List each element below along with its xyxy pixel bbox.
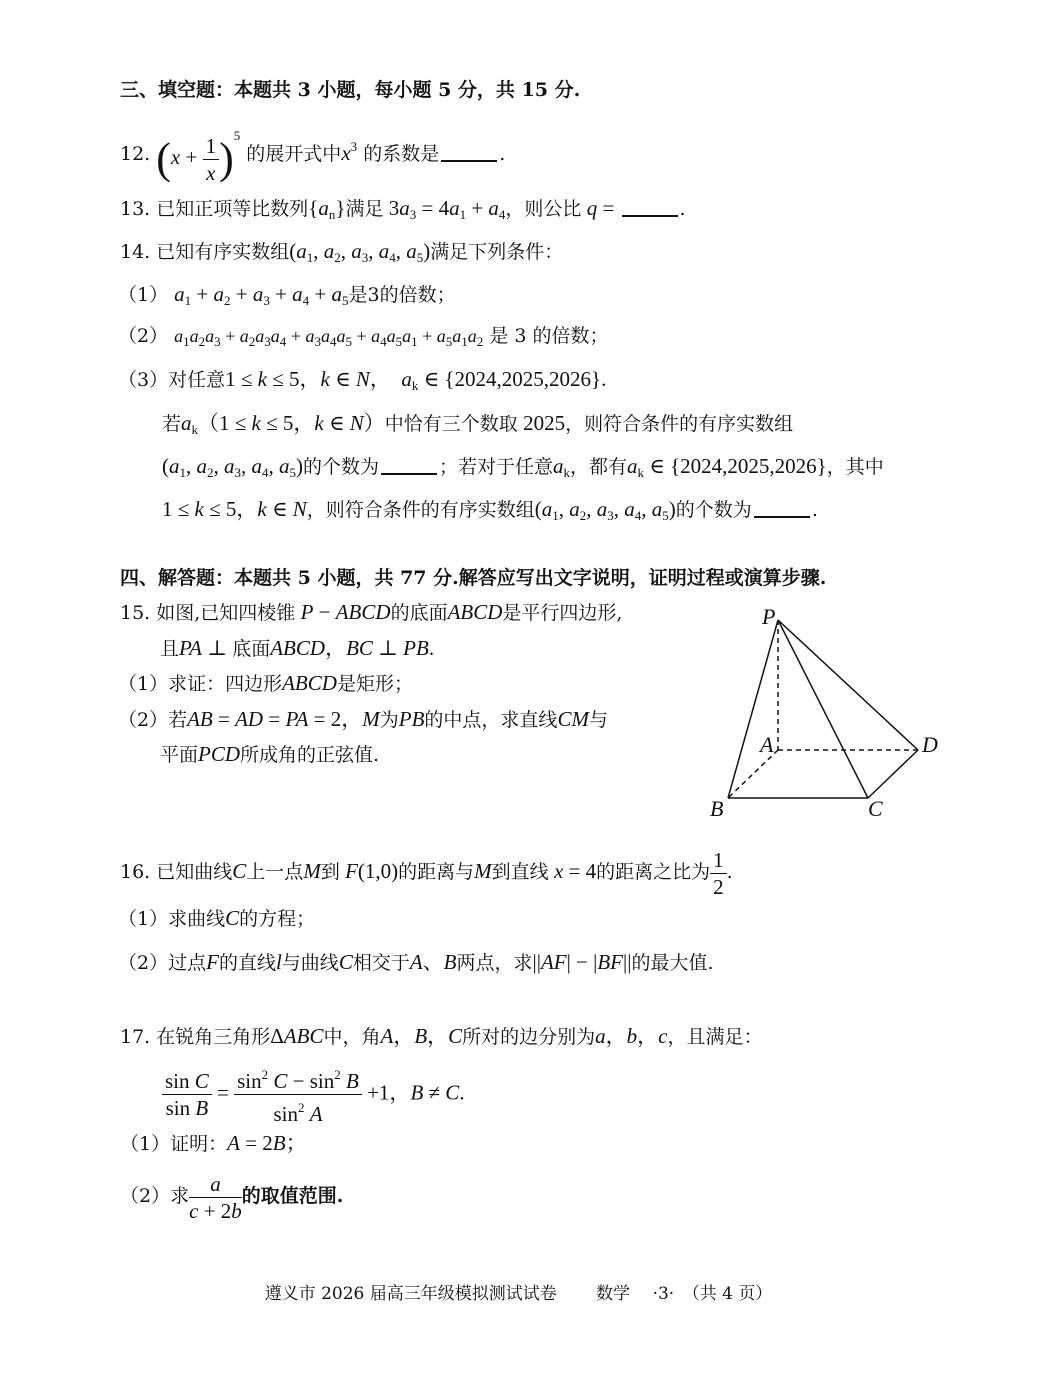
q17-part-1: （1）证明：A = 2B；	[120, 1131, 307, 1155]
q14-paragraph-3: 1 ≤ k ≤ 5，k ∈ N，则符合条件的有序实数组($a_1$, $a_2$, $a_3$, $a_4$, $a_5$)的个数为 .	[162, 497, 818, 523]
q12-answer-blank	[441, 142, 497, 162]
label-B: B	[710, 796, 724, 821]
q17-equation: $\frac{\text{sin C}}{\text{sin B}}$ = $\frac{\sin^2 C - \sin^2 B}{\sin^2 A}$ +1，B ≠ C.	[162, 1062, 465, 1122]
q14-condition-1: （1） $a_1 + a_2 + a_3 + a_4 + a_5$是3的倍数；	[118, 282, 456, 308]
q12-text-b: 的系数是	[363, 142, 440, 165]
q15-part-1: （1）求证：四边形ABCD是矩形；	[118, 671, 413, 695]
q12-binomial: (x + $\frac{1}{x}$ )$^5$	[156, 128, 241, 185]
q15-part-2-cont: 平面PCD所成角的正弦值.	[160, 742, 380, 766]
edge-CD	[868, 750, 918, 798]
q16-part-2: （2）过点F的直线l与曲线C相交于A、B两点，求||AF| − |BF||的最大值.	[118, 950, 714, 974]
q14-paragraph-1: 若$a_k(1 \le k \le 5$，k ∈ N）中恰有三个数取 2025，则符合条件的有序实数组	[162, 411, 794, 437]
edge-PD	[778, 620, 918, 750]
pyramid-figure	[700, 598, 960, 823]
q12: 12. (x + $\frac{1}{x}$ )$^5$ 的展开式中$x^3$ 的系数是 .	[120, 124, 505, 184]
q17-line-1: 17. 在锐角三角形ΔABC中，角A，B，C所对的边分别为a，b，c，且满足：	[120, 1024, 763, 1048]
q13-answer-blank	[622, 197, 678, 217]
q14-condition-2: （2） $a_1a_2a_3 + a_2a_3a_4 + a_3a_4a_5 + a_4a_5a_1 + a_5a_1a_2$ 是 3 的倍数；	[118, 325, 609, 349]
label-P: P	[762, 604, 776, 629]
label-A: A	[760, 732, 774, 757]
q14-answer-blank-2	[754, 498, 810, 518]
q14-answer-blank-1	[381, 455, 437, 475]
q14-paragraph-2: ($a_1$, $a_2$, $a_3$, $a_4$, $a_5$)的个数为 ；若对于任意$a_k$，都有$a_k$ ∈ {2024,2025,2026}，其中	[162, 454, 884, 480]
q16-line-1: 16. 已知曲线C上一点M到 F(1,0)的距离与M到直线 x = 4的距离之比为 $\frac{1}{2}$ .	[120, 847, 733, 899]
page-footer: 遵义市 2026 届高三年级模拟测试试卷 数学 ·3· （共 4 页）	[264, 1284, 773, 1304]
section4-heading: 四、解答题：本题共 5 小题，共 77 分.解答应写出文字说明，证明过程或演算步骤.	[120, 567, 827, 589]
q17-part-2: （2）求 $\frac{a}{c + 2b}$ 的取值范围.	[120, 1171, 344, 1223]
label-C: C	[868, 796, 883, 821]
edge-PB	[728, 620, 778, 798]
q13: 13. 已知正项等比数列$\{a_n\}$满足 $3a_3 = 4a_1 + a_4$，则公比 q = .	[120, 196, 686, 222]
label-D: D	[922, 732, 938, 757]
q15-line-1: 15. 如图,已知四棱锥 P − ABCD的底面ABCD是平行四边形,	[120, 600, 623, 624]
q15-part-2: （2）若AB = AD = PA = 2，M为PB的中点，求直线CM与	[118, 707, 608, 731]
edge-PC	[778, 620, 868, 798]
q14-condition-3: （3）对任意1 ≤ k ≤ 5，k ∈ N， $a_k$ ∈ {2024,2025,2026}.	[118, 367, 607, 393]
q16-part-1: （1）求曲线C的方程；	[118, 906, 316, 930]
q14-intro: 14. 已知有序实数组($a_1$, $a_2$, $a_3$, $a_4$, $a_5$)满足下列条件：	[120, 239, 564, 265]
section3-heading: 三、填空题：本题共 3 小题，每小题 5 分，共 15 分.	[120, 79, 581, 101]
q12-text-a: 的展开式中	[246, 142, 342, 165]
q12-number: 12.	[120, 142, 151, 165]
q15-line-2: 且PA ⊥ 底面ABCD，BC ⊥ PB.	[160, 636, 435, 660]
